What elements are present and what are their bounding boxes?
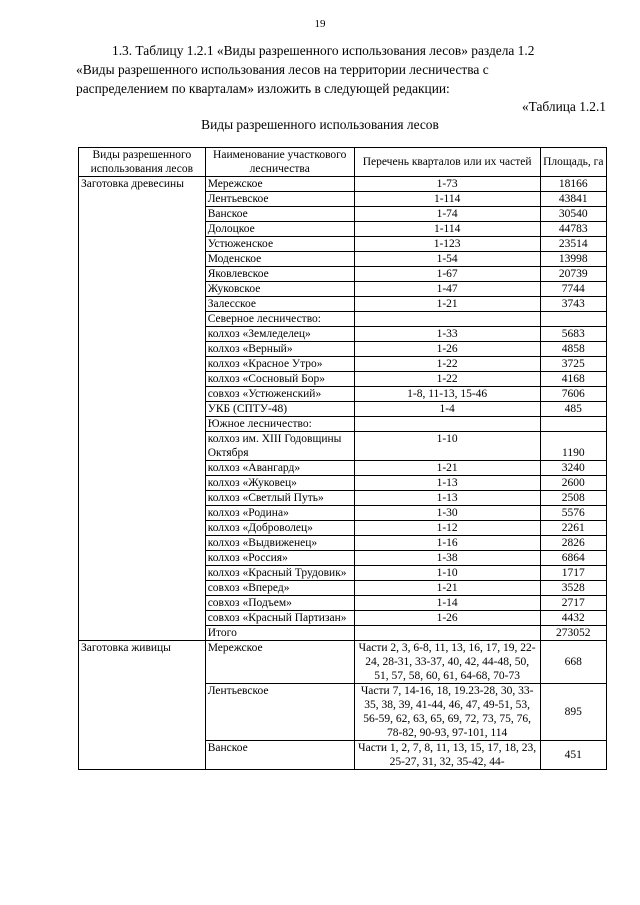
quarters-cell: 1-67 <box>354 267 540 282</box>
forestry-cell: Мережское <box>205 177 354 192</box>
area-cell: 7744 <box>540 282 606 297</box>
paragraph-line-1: 1.3. Таблицу 1.2.1 «Виды разрешенного использования лесов» раздела 1.2 <box>112 43 535 58</box>
quarters-cell: 1-54 <box>354 252 540 267</box>
quarters-cell <box>354 417 540 432</box>
area-cell: 43841 <box>540 192 606 207</box>
quarters-cell: 1-21 <box>354 297 540 312</box>
quarters-cell: 1-73 <box>354 177 540 192</box>
quarters-cell: 1-14 <box>354 596 540 611</box>
quarters-cell: 1-13 <box>354 491 540 506</box>
quarters-cell: 1-22 <box>354 357 540 372</box>
area-cell: 3743 <box>540 297 606 312</box>
area-cell: 4432 <box>540 611 606 626</box>
table-body <box>79 177 607 770</box>
quarters-cell: 1-30 <box>354 506 540 521</box>
quarters-cell: 1-22 <box>354 372 540 387</box>
table-header-row <box>79 148 607 177</box>
area-cell: 273052 <box>540 626 606 641</box>
area-cell: 3528 <box>540 581 606 596</box>
quarters-cell: 1-12 <box>354 521 540 536</box>
forestry-cell: Лентьевское <box>205 684 354 741</box>
quarters-cell: Части 1, 2, 7, 8, 11, 13, 15, 17, 18, 23, 25-27, 31, 32, 35-42, 44- <box>354 741 540 770</box>
area-cell: 1717 <box>540 566 606 581</box>
header-forestry-name: Наименование участкового лесничества <box>205 148 354 177</box>
forestry-cell: УКБ (СПТУ-48) <box>205 402 354 417</box>
forestry-cell: Ванское <box>205 207 354 222</box>
forestry-cell: Мережское <box>205 641 354 684</box>
header-area: Площадь, га <box>540 148 606 177</box>
quarters-cell: 1-13 <box>354 476 540 491</box>
page-number: 19 <box>314 18 326 30</box>
quarters-cell: 1-16 <box>354 536 540 551</box>
table-reference: «Таблица 1.2.1 <box>521 99 606 114</box>
area-cell: 2717 <box>540 596 606 611</box>
forestry-cell: Лентьевское <box>205 192 354 207</box>
quarters-cell: 1-47 <box>354 282 540 297</box>
forestry-cell: колхоз «Россия» <box>205 551 354 566</box>
forestry-cell: колхоз «Светлый Путь» <box>205 491 354 506</box>
quarters-cell: 1-114 <box>354 192 540 207</box>
forestry-cell: совхоз «Устюженский» <box>205 387 354 402</box>
area-cell <box>540 312 606 327</box>
table-row <box>79 641 607 684</box>
forestry-cell: колхоз «Доброволец» <box>205 521 354 536</box>
area-cell: 2600 <box>540 476 606 491</box>
quarters-cell: Части 2, 3, 6-8, 11, 13, 16, 17, 19, 22-24, 28-31, 33-37, 40, 42, 44-48, 50, 51, 57, 58, 60, 61, 64-68, 70-73 <box>354 641 540 684</box>
quarters-cell <box>354 312 540 327</box>
forestry-cell: Ванское <box>205 741 354 770</box>
quarters-cell: 1-114 <box>354 222 540 237</box>
quarters-cell: 1-123 <box>354 237 540 252</box>
area-cell: 13998 <box>540 252 606 267</box>
header-quarters: Перечень кварталов или их частей <box>354 148 540 177</box>
forestry-cell: совхоз «Подъем» <box>205 596 354 611</box>
quarters-cell: 1-33 <box>354 327 540 342</box>
forestry-cell: Устюженское <box>205 237 354 252</box>
forestry-cell: колхоз «Жуковец» <box>205 476 354 491</box>
area-cell: 44783 <box>540 222 606 237</box>
area-cell: 2508 <box>540 491 606 506</box>
forestry-cell: колхоз «Верный» <box>205 342 354 357</box>
quarters-cell: 1-21 <box>354 461 540 476</box>
forestry-cell: колхоз «Авангард» <box>205 461 354 476</box>
area-cell: 451 <box>540 741 606 770</box>
forestry-cell: колхоз «Родина» <box>205 506 354 521</box>
area-cell: 4858 <box>540 342 606 357</box>
forest-use-table <box>78 147 607 770</box>
forestry-cell: совхоз «Красный Партизан» <box>205 611 354 626</box>
area-cell: 2826 <box>540 536 606 551</box>
forestry-cell: Жуковское <box>205 282 354 297</box>
area-cell: 30540 <box>540 207 606 222</box>
area-cell: 6864 <box>540 551 606 566</box>
area-cell: 5576 <box>540 506 606 521</box>
area-cell: 895 <box>540 684 606 741</box>
forestry-cell: колхоз «Сосновый Бор» <box>205 372 354 387</box>
area-cell: 3240 <box>540 461 606 476</box>
forestry-cell: колхоз «Земледелец» <box>205 327 354 342</box>
quarters-cell: 1-10 <box>354 566 540 581</box>
forestry-cell: совхоз «Вперед» <box>205 581 354 596</box>
area-cell: 5683 <box>540 327 606 342</box>
forestry-cell: Долоцкое <box>205 222 354 237</box>
area-cell: 7606 <box>540 387 606 402</box>
amendment-paragraph <box>76 41 606 98</box>
forestry-cell: колхоз им. XIII Годовщины Октября <box>205 432 354 461</box>
table-title: Виды разрешенного использования лесов <box>201 117 439 132</box>
forestry-cell: Яковлевское <box>205 267 354 282</box>
quarters-cell: 1-26 <box>354 611 540 626</box>
area-cell: 23514 <box>540 237 606 252</box>
quarters-cell: Части 7, 14-16, 18, 19.23-28, 30, 33-35, 38, 39, 41-44, 46, 47, 49-51, 53, 56-59, 62, 63, 65, 69, 72, 73, 75, 76, 78-82, 90-93, 97-101, 114 <box>354 684 540 741</box>
area-cell <box>540 417 606 432</box>
header-use-type: Виды разрешенного использования лесов <box>79 148 206 177</box>
area-cell: 1190 <box>540 432 606 461</box>
area-cell: 2261 <box>540 521 606 536</box>
table-row <box>79 177 607 192</box>
forestry-cell: колхоз «Красное Утро» <box>205 357 354 372</box>
forestry-cell: Южное лесничество: <box>205 417 354 432</box>
area-cell: 3725 <box>540 357 606 372</box>
forestry-cell: колхоз «Красный Трудовик» <box>205 566 354 581</box>
area-cell: 485 <box>540 402 606 417</box>
quarters-cell: 1-21 <box>354 581 540 596</box>
forestry-cell: Итого <box>205 626 354 641</box>
area-cell: 668 <box>540 641 606 684</box>
quarters-cell: 1-38 <box>354 551 540 566</box>
quarters-cell <box>354 626 540 641</box>
quarters-cell: 1-26 <box>354 342 540 357</box>
quarters-cell: 1-4 <box>354 402 540 417</box>
paragraph-line-3: распределением по кварталам» изложить в следующей редакции: <box>76 81 450 96</box>
forestry-cell: Залесское <box>205 297 354 312</box>
area-cell: 18166 <box>540 177 606 192</box>
quarters-cell: 1-10 <box>354 432 540 461</box>
quarters-cell: 1-74 <box>354 207 540 222</box>
forestry-cell: колхоз «Выдвиженец» <box>205 536 354 551</box>
quarters-cell: 1-8, 11-13, 15-46 <box>354 387 540 402</box>
use-type-cell: Заготовка древесины <box>79 177 206 641</box>
area-cell: 4168 <box>540 372 606 387</box>
forestry-cell: Моденское <box>205 252 354 267</box>
area-cell: 20739 <box>540 267 606 282</box>
paragraph-line-2: «Виды разрешенного использования лесов на территории лесничества с <box>76 62 489 77</box>
use-type-cell: Заготовка живицы <box>79 641 206 770</box>
forestry-cell: Северное лесничество: <box>205 312 354 327</box>
